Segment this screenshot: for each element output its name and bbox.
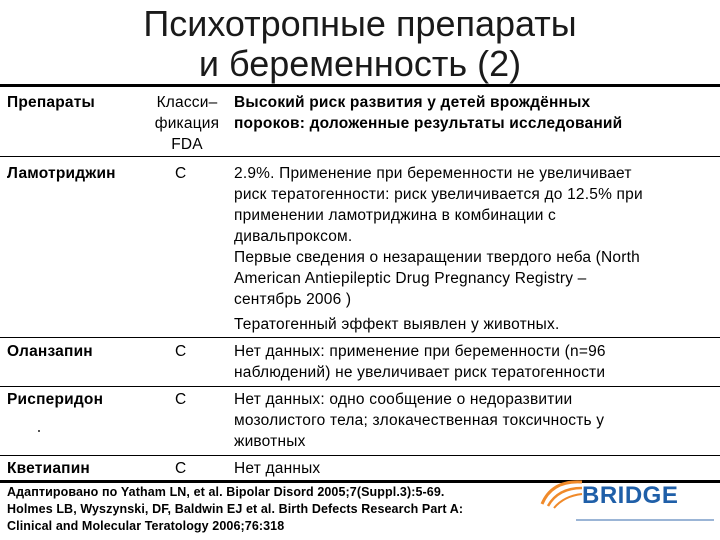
fda-class: C (175, 165, 187, 182)
drug-name: Ламотриджин (7, 165, 116, 182)
drug-name: Кветиапин (7, 460, 90, 477)
logo-tagline-graphic (576, 515, 714, 525)
reference-line: Адаптировано по Yatham LN, et al. Bipolar Disord 2005;7(Suppl.3):5-69. (7, 485, 445, 499)
header-class-line1: Класси– (156, 94, 218, 111)
header-class (147, 92, 227, 155)
title-line-1: Психотропные препараты (143, 3, 577, 44)
row-rule (0, 386, 720, 387)
desc-line: Первые сведения о незаращении твердого неба (North (234, 249, 640, 266)
fda-class: C (175, 460, 187, 477)
header-risk (234, 92, 714, 134)
header-class-line3: FDA (171, 136, 203, 153)
desc-line: дивальпроксом. (234, 228, 353, 245)
reference-line: Clinical and Molecular Teratology 2006;76:318 (7, 519, 285, 533)
drug-description (234, 341, 714, 383)
drug-name: Оланзапин (7, 343, 93, 360)
bridge-logo (538, 474, 714, 534)
desc-line: Нет данных: применение при беременности (n=96 (234, 343, 606, 360)
desc-line: 2.9%. Применение при беременности не увеличивает (234, 165, 632, 182)
title-line-2: и беременность (2) (198, 43, 522, 84)
drug-description (234, 163, 714, 335)
desc-line: применении ламотриджина в комбинации с (234, 207, 557, 224)
desc-line: мозолистого тела; злокачественная токсичность у (234, 412, 605, 429)
header-top-rule (0, 84, 720, 87)
fda-class: C (175, 343, 187, 360)
logo-text: BRIDGE (582, 482, 679, 509)
desc-line: Тератогенный эффект выявлен у животных. (234, 316, 560, 333)
desc-line: животных (234, 433, 306, 450)
header-risk-line1: Высокий риск развития у детей врождённых (234, 94, 591, 111)
reference-line: Holmes LB, Wyszynski, DF, Baldwin EJ et al. Birth Defects Research Part A: (7, 502, 464, 516)
slide-title (0, 4, 720, 84)
header-bottom-rule (0, 156, 720, 157)
header-class-line2: фикация (154, 115, 220, 132)
desc-line: сентябрь 2006 ) (234, 291, 352, 308)
footer-references (7, 484, 463, 535)
desc-line: Нет данных: одно сообщение о недоразвитии (234, 391, 573, 408)
drug-name: Рисперидон (7, 391, 104, 408)
header-risk-line2: пороков: доложенные результаты исследований (234, 115, 623, 132)
logo-swoosh-icon (538, 474, 586, 514)
row-rule (0, 455, 720, 456)
desc-line: American Antiepileptic Drug Pregnancy Registry – (234, 270, 587, 287)
row-rule (0, 337, 720, 338)
desc-line: Нет данных (234, 460, 321, 477)
drug-description (234, 389, 714, 452)
desc-line: наблюдений) не увеличивает риск тератогенности (234, 364, 606, 381)
fda-class: C (175, 391, 187, 408)
header-drug: Препараты (7, 94, 95, 111)
desc-line: риск тератогенности: риск увеличивается до 12.5% при (234, 186, 643, 203)
stray-dot (38, 430, 40, 432)
